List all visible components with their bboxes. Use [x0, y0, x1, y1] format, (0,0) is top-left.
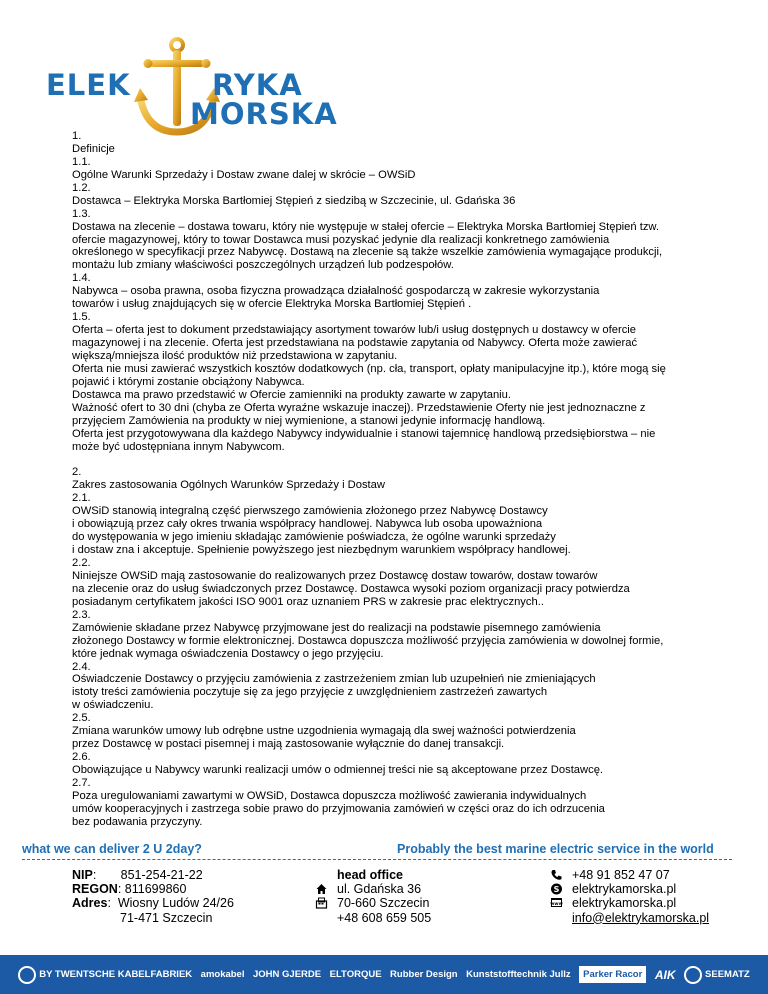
- head-office-info: [313, 868, 431, 925]
- document-line: określonego w specyfikacji przez Nabywcę. Dostawą na zlecenie są także wszelkie zamówienia wymagające produkcji,: [72, 246, 663, 259]
- office-city: 70-660 Szczecin: [337, 896, 430, 911]
- svg-text:S: S: [553, 885, 559, 895]
- footer-tagline-left: what we can deliver 2 U 2day?: [22, 842, 202, 856]
- document-line: 1.2.: [72, 181, 91, 194]
- office-phone: +48 608 659 505: [337, 910, 432, 925]
- regon-value: 811699860: [124, 882, 187, 897]
- document-line: 1.5.: [72, 311, 91, 324]
- document-line: które jednak wymaga oświadczenia Dostawcy o jego przyjęciu.: [72, 647, 384, 660]
- document-line: 2.6.: [72, 751, 91, 764]
- document-line: Definicje: [72, 142, 115, 155]
- document-line: przyjęciem Zamówienia na produkty w niej wymienione, a stanowi jedynie informację handlową.: [72, 414, 546, 427]
- document-line: 1.3.: [72, 207, 91, 220]
- document-line: 2.3.: [72, 608, 91, 621]
- logo-word-morska: MORSKA: [190, 97, 338, 131]
- company-logo: [40, 36, 350, 136]
- skype-icon: [548, 883, 564, 896]
- adres-city: 71-471 Szczecin: [120, 910, 213, 925]
- partner-name: Rubber Design: [390, 969, 458, 980]
- document-line: 2.2.: [72, 557, 91, 569]
- document-line: Zmiana warunków umowy lub odrębne ustne uzgodnienia wymagają dla swej ważności potwierdzenia: [72, 725, 576, 738]
- document-line: 2.4.: [72, 660, 91, 673]
- partner-logo: [253, 969, 321, 980]
- document-line: przez Dostawcę w postaci pisemnej i mają zastosowanie wyłącznie do danej transakcji.: [72, 738, 505, 751]
- footer-divider: [22, 859, 732, 860]
- document-line: [72, 453, 712, 466]
- document-line: pojawić i którymi zostanie obciążony Nabywca.: [72, 375, 305, 388]
- document-line: Ważność ofert to 30 dni (chyba ze Oferta wyraźne wskazuje inaczej). Przedstawienie Oferty nie jest jednoznaczne z: [72, 401, 646, 414]
- document-line: OWSiD stanowią integralną część pierwszego zamówienia złożonego przez Nabywcę Dostawcy: [72, 505, 548, 518]
- partner-name: JOHN GJERDE: [253, 969, 322, 980]
- terms-document: [72, 130, 712, 829]
- web-icon: [548, 897, 564, 910]
- nip-label: NIP: [72, 868, 93, 882]
- document-line: Oferta nie musi zawierać wszystkich kosztów dodatkowych (np. cła, transport, opłaty manipulacyjne itp.), które mogą się: [72, 362, 666, 375]
- nip-value: 851-254-21-22: [120, 868, 203, 882]
- partner-logo: [330, 969, 382, 980]
- contact-skype[interactable]: elektrykamorska.pl: [572, 882, 677, 897]
- partner-logo: [201, 969, 245, 980]
- document-line: istoty treści zamówienia poczytuje się za jego przyjęcie z uwzględnieniem zastrzeżeń zawartych: [72, 686, 548, 699]
- document-line: 2.1.: [72, 492, 91, 505]
- footer-tagline-right: Probably the best marine electric service in the world: [397, 842, 714, 856]
- document-line: Nabywca – osoba prawna, osoba fizyczna prowadząca działalność gospodarczą w zakresie wykorzystania: [72, 285, 600, 298]
- document-line: 1.4.: [72, 272, 91, 285]
- fax-icon: [313, 897, 329, 910]
- partner-logos-strip: [0, 955, 768, 994]
- document-line: złożonego Dostawcy w formie elektronicznej. Dostawca dopuszcza możliwość przyjęcia zamówienia w dowolnej formie,: [72, 634, 664, 647]
- document-line: w oświadczeniu.: [72, 699, 154, 712]
- partner-logo: [655, 968, 676, 982]
- document-line: Oświadczenie Dostawcy o przyjęciu zamówienia z zastrzeżeniem zmian lub uzupełnień nie zmieniających: [72, 673, 596, 686]
- document-line: Zamówienie składane przez Nabywcę przyjmowane jest do realizacji na podstawie pisemnego zamówienia: [72, 621, 601, 634]
- partner-name: Parker Racor: [583, 969, 643, 980]
- document-line: ofercie magazynowej, który to towar Dostawca musi pozyskać jedynie dla realizacji konkretnego zamówienia: [72, 233, 610, 246]
- partner-name: SEEMATZ: [705, 969, 750, 980]
- partner-logo: [684, 966, 750, 984]
- partner-name: AIK: [654, 967, 676, 982]
- logo-word-elek: ELEK: [46, 68, 131, 102]
- adres-label: Adres: [72, 896, 108, 911]
- document-line: i dostaw zna i akceptuje. Spełnienie powyższego jest niezbędnym warunkiem współpracy handlowej.: [72, 544, 571, 557]
- partner-name: BY TWENTSCHE KABELFABRIEK: [39, 969, 193, 980]
- document-line: Oferta jest przygotowywana dla każdego Nabywcy indywidualnie i stanowi tajemnicę handlową przedsiębiorstwa – nie: [72, 427, 656, 440]
- contact-phone[interactable]: +48 91 852 47 07: [572, 868, 670, 882]
- partner-logo: [579, 966, 646, 983]
- partner-logo: [18, 966, 192, 984]
- home-icon: [313, 883, 329, 896]
- document-line: 1.: [72, 130, 82, 142]
- document-line: Zakres zastosowania Ogólnych Warunków Sprzedaży i Dostaw: [72, 479, 385, 492]
- document-line: 1.1.: [72, 155, 91, 168]
- document-line: posiadanym certyfikatem jakości ISO 9001 oraz uznaniem PRS w zakresie prac elektrycznych..: [72, 595, 544, 608]
- document-line: Dostawa na zlecenie – dostawa towaru, który nie występuje w stałej ofercie – Elektryka Morska Bartłomiej Stępień tzw.: [72, 220, 659, 233]
- document-line: Dostawca ma prawo przedstawić w Ofercie zamienniki na produkty zawarte w zapytaniu.: [72, 388, 511, 401]
- document-line: Dostawca – Elektryka Morska Bartłomiej Stępień z siedzibą w Szczecinie, ul. Gdańska 36: [72, 194, 516, 207]
- partner-name: amokabel: [200, 969, 245, 980]
- phone-icon: [548, 869, 564, 882]
- contact-info: [548, 868, 709, 925]
- contact-email-link[interactable]: info@elektrykamorska.pl: [572, 910, 710, 925]
- document-line: towarów i usług znajdujących się w ofercie Elektryka Morska Bartłomiej Stępień .: [72, 298, 472, 311]
- document-line: montażu lub zmiany właściwości poszczególnych urządzeń lub podzespołów.: [72, 259, 454, 272]
- document-line: Oferta – oferta jest to dokument przedstawiający asortyment towarów lub/i usług dostępnych u dostawcy w ofercie: [72, 324, 637, 337]
- adres-value: Wiosny Ludów 24/26: [117, 896, 234, 911]
- document-line: do występowania w jego imieniu składając zamówienie poświadcza, że ogólne warunki sprzedaży: [72, 531, 556, 544]
- document-line: 2.5.: [72, 712, 91, 725]
- document-line: 2.7.: [72, 776, 91, 789]
- partner-name: ELTORQUE: [329, 969, 382, 980]
- document-line: bez podawania przyczyny.: [72, 815, 203, 828]
- company-info: NIP : 851-254-21-22 REGON : 811699860 Adres : Wiosny Ludów 24/26 71-471 Szczecin: [72, 868, 234, 925]
- document-line: magazynowej i na zlecenie. Oferta jest przedstawiana na podstawie zapytania od Nabywcy. Oferta może zawierać: [72, 337, 638, 349]
- partner-name: Kunststofftechnik Jullz: [466, 969, 571, 980]
- logo-word-ryka: RYKA: [212, 68, 303, 102]
- document-line: na zlecenie oraz do usług świadczonych przez Dostawcę. Dostawca wysoki poziom organizacji pracy potwierdza: [72, 582, 630, 595]
- office-street: ul. Gdańska 36: [337, 882, 422, 897]
- partner-emblem-icon: [684, 966, 702, 984]
- document-line: może być udostępniana innym Nabywcom.: [72, 440, 285, 453]
- document-line: większą/mniejsza ilość produktów niż przedstawiona w zapytaniu.: [72, 349, 398, 362]
- document-line: Ogólne Warunki Sprzedaży i Dostaw zwane dalej w skrócie – OWSiD: [72, 168, 416, 181]
- document-line: 2.: [72, 466, 82, 479]
- regon-label: REGON: [72, 882, 118, 897]
- document-line: Niniejsze OWSiD mają zastosowanie do realizowanych przez Dostawcę dostaw towarów, dostaw towarów: [72, 569, 598, 582]
- svg-text:www: www: [549, 902, 563, 908]
- document-line: i obowiązują przez cały okres trwania współpracy handlowej. Nabywca lub osoba upoważniona: [72, 518, 543, 531]
- partner-logo: [390, 969, 458, 980]
- document-line: Obowiązujące u Nabywcy warunki realizacji umów o odmiennej treści nie są akceptowane przez Dostawcę.: [72, 764, 604, 776]
- document-line: umów kooperacyjnych i zastrzega sobie prawo do przyjmowania zamówień w części oraz do ich odrzucenia: [72, 802, 605, 815]
- document-line: Poza uregulowaniami zawartymi w OWSiD, Dostawca dopuszcza możliwość zawierania indywidualnych: [72, 789, 587, 802]
- head-office-title: head office: [337, 868, 403, 882]
- partner-logo: [466, 969, 571, 980]
- contact-website[interactable]: elektrykamorska.pl: [572, 896, 677, 911]
- partner-emblem-icon: [18, 966, 36, 984]
